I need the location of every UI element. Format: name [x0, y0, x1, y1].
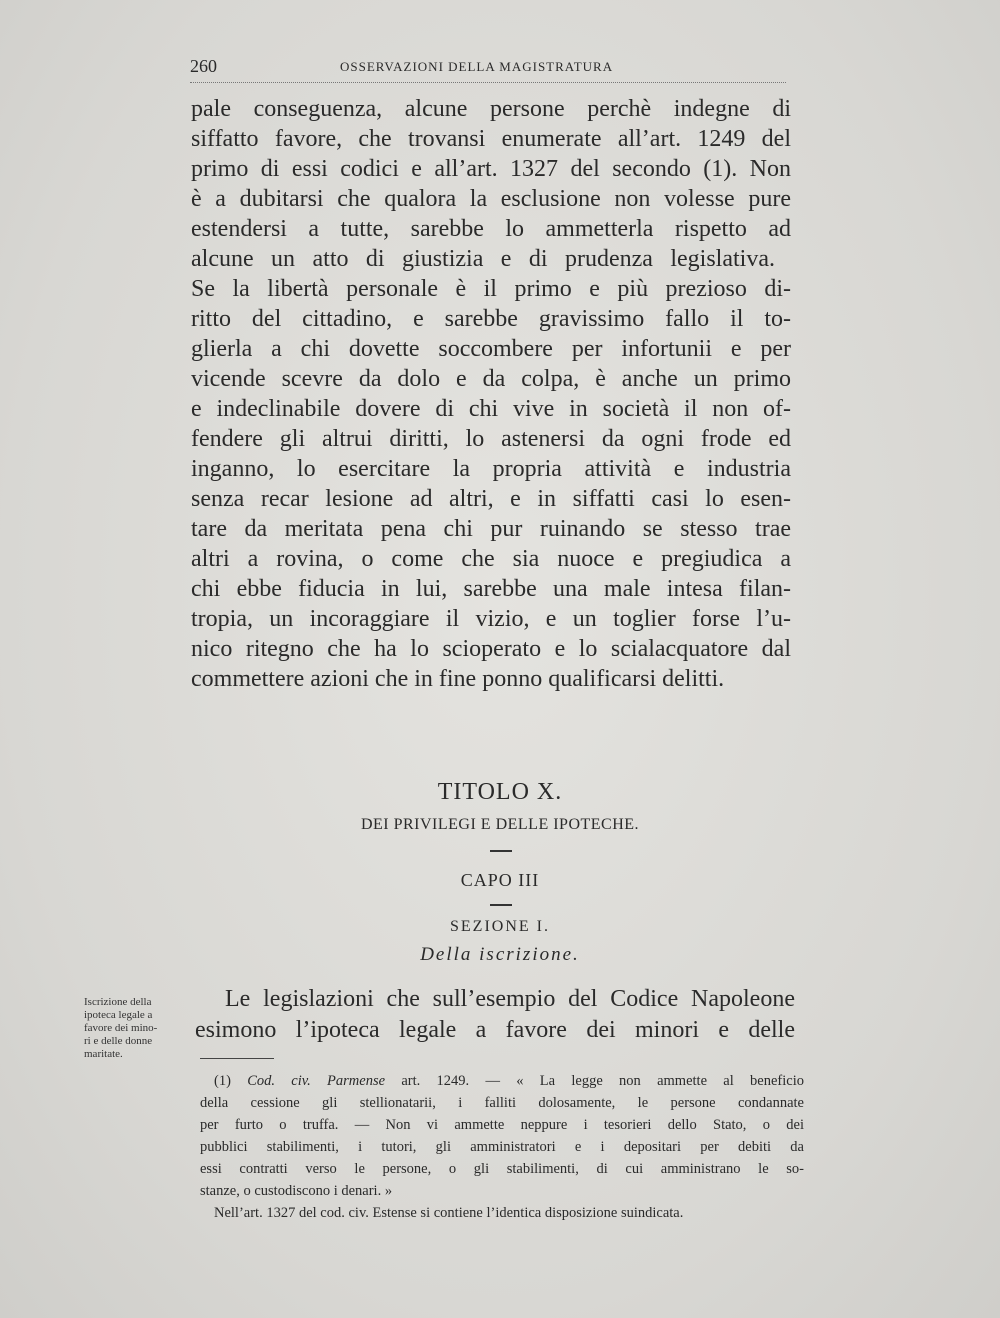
footnote-line: pubblici stabilimenti, i tutori, gli amministratori e i depositari per debiti da	[200, 1139, 804, 1155]
text-line: esimono l’ipoteca legale a favore dei minori e delle	[195, 1017, 795, 1043]
text-line: Le legislazioni che sull’esempio del Codice Napoleone	[225, 986, 795, 1012]
text-line: siffatto favore, che trovansi enumerate all’art. 1249 del	[191, 126, 791, 152]
page-number: 260	[190, 56, 217, 76]
text-line: tare da meritata pena chi pur ruinando se stesso trae	[191, 516, 791, 542]
margin-note-line: Iscrizione della	[84, 996, 152, 1008]
section-heading: SEZIONE I.	[450, 918, 550, 935]
footnote-line: per furto o truffa. — Non vi ammette neppure i tesorieri dello Stato, o dei	[200, 1117, 804, 1133]
margin-note-line: favore dei mino-	[84, 1022, 158, 1034]
text-line: pale conseguenza, alcune persone perchè indegne di	[191, 96, 791, 122]
footnote-rule	[200, 1058, 274, 1059]
text-line: altri a rovina, o come che sia nuoce e pregiudica a	[191, 546, 791, 572]
text-line: è a dubitarsi che qualora la esclusione non volesse pure	[191, 186, 791, 212]
separator-dash	[490, 850, 512, 852]
separator-dash	[490, 904, 512, 906]
text-line: inganno, lo esercitare la propria attività e industria	[191, 456, 791, 482]
footnote-line: della cessione gli stellionatarii, i falliti dolosamente, le persone condannate	[200, 1095, 804, 1111]
text-line: ritto del cittadino, e sarebbe gravissimo fallo il to-	[191, 306, 791, 332]
title-heading: TITOLO X.	[437, 779, 563, 805]
title-subheading: DEI PRIVILEGI E DELLE IPOTECHE.	[360, 816, 640, 833]
running-title: OSSERVAZIONI DELLA MAGISTRATURA	[340, 59, 614, 74]
footnote-line: essi contratti verso le persone, o gli stabilimenti, di cui amministrano le so-	[200, 1161, 804, 1177]
text-line: alcune un atto di giustizia e di prudenza legislativa.	[191, 246, 775, 272]
section-paragraph	[195, 984, 795, 1046]
text-line: glierla a chi dovette soccombere per infortunii e per	[191, 336, 791, 362]
margin-note-line: ipoteca legale a	[84, 1009, 153, 1021]
text-line: senza recar lesione ad altri, e in siffatti casi lo esen-	[191, 486, 791, 512]
text-line: Se la libertà personale è il primo e più prezioso di-	[191, 276, 791, 302]
footnote-second: Nell’art. 1327 del cod. civ. Estense si contiene l’identica disposizione suindicata.	[214, 1205, 684, 1221]
text-line: chi ebbe fiducia in lui, sarebbe una male intesa filan-	[191, 576, 791, 602]
footnote-marker: (1)	[214, 1073, 231, 1089]
text-line: nico ritegno che ha lo scioperato e lo scialacquatore dal	[191, 636, 791, 662]
page-header	[190, 56, 786, 83]
text-line: estendersi a tutte, sarebbe lo ammetterla rispetto ad	[191, 216, 791, 242]
chapter-heading: CAPO III	[460, 870, 540, 890]
main-paragraph	[191, 94, 791, 694]
footnotes	[200, 1070, 804, 1224]
margin-note-line: ri e delle donne	[84, 1035, 153, 1047]
text-line: commettere azioni che in fine ponno qualificarsi delitti.	[191, 666, 725, 692]
footnote-line: stanze, o custodiscono i denari. »	[200, 1183, 393, 1199]
footnote-source: Cod. civ. Parmense	[247, 1073, 386, 1089]
text-line: tropia, un incoraggiare il vizio, e un toglier forse l’u-	[191, 606, 791, 632]
text-line: vicende scevre da dolo e da colpa, è anche un primo	[191, 366, 791, 392]
footnote-first-line	[214, 1070, 804, 1092]
footnote-lead-text: art. 1249. — « La legge non ammette al beneficio	[385, 1073, 804, 1089]
margin-note	[84, 996, 188, 1061]
text-line: fendere gli altrui diritti, lo astenersi da ogni frode ed	[191, 426, 791, 452]
text-line: e indeclinabile dovere di chi vive in società il non of-	[191, 396, 791, 422]
margin-note-line: maritate.	[84, 1048, 123, 1060]
section-title: Della iscrizione.	[420, 944, 580, 965]
text-line: primo di essi codici e all’art. 1327 del secondo (1). Non	[191, 156, 791, 182]
